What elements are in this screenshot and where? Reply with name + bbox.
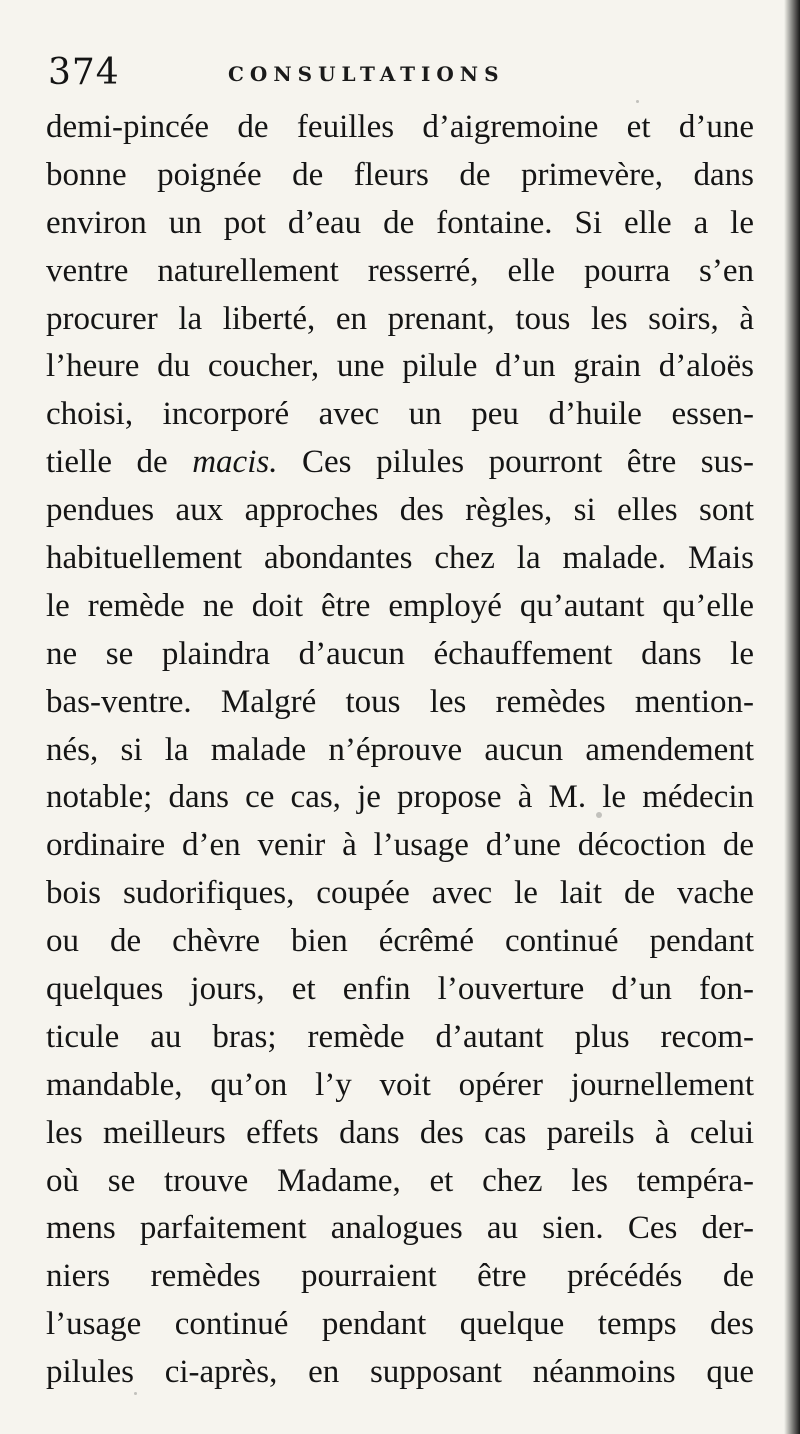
text-line: quelques jours, et enfin l’ouverture d’un fon-	[46, 971, 754, 1008]
text-line: environ un pot d’eau de fontaine. Si elle a le	[46, 204, 754, 241]
paper-speck	[134, 1392, 137, 1395]
text-line: ventre naturellement resserré, elle pourra s’en	[46, 252, 754, 289]
text-line: où se trouve Madame, et chez les tempéra-	[46, 1162, 754, 1199]
body-text	[46, 104, 754, 1397]
text-line: ne se plaindra d’aucun échauffement dans le	[46, 635, 754, 672]
paper-speck	[636, 100, 639, 103]
text-line: l’heure du coucher, une pilule d’un grain d’aloës	[46, 348, 754, 385]
running-title: CONSULTATIONS	[228, 62, 505, 86]
text-line: pilules ci-après, en supposant néanmoins que	[46, 1354, 754, 1391]
text-line: bas-ventre. Malgré tous les remèdes mention-	[46, 683, 754, 720]
text-line: pendues aux approches des règles, si elles sont	[46, 492, 754, 529]
page-header	[48, 52, 748, 102]
page-number: 374	[48, 52, 120, 93]
text-line: les meilleurs effets dans des cas pareils à celui	[46, 1114, 754, 1151]
text-line: ou de chèvre bien écrêmé continué pendant	[46, 923, 754, 960]
italic-term: macis.	[192, 444, 278, 481]
text-line: mandable, qu’on l’y voit opérer journellement	[46, 1066, 754, 1103]
text-line	[46, 439, 754, 487]
text-line: notable; dans ce cas, je propose à M. le médecin	[46, 779, 754, 816]
text-line: nés, si la malade n’éprouve aucun amendement	[46, 731, 754, 768]
text-segment: tielle de	[46, 444, 193, 481]
text-line: niers remèdes pourraient être précédés de	[46, 1258, 754, 1295]
text-line: demi-pincée de feuilles d’aigremoine et d’une	[46, 109, 754, 145]
text-line: habituellement abondantes chez la malade. Mais	[46, 540, 754, 577]
text-line: ordinaire d’en venir à l’usage d’une décoction de	[46, 827, 754, 864]
page-edge-shadow	[784, 0, 800, 1434]
text-line: bois sudorifiques, coupée avec le lait de vache	[46, 875, 754, 912]
paper-speck	[596, 812, 602, 818]
text-line: le remède ne doit être employé qu’autant qu’elle	[46, 587, 754, 624]
text-line: l’usage continué pendant quelque temps des	[46, 1306, 754, 1343]
text-line: procurer la liberté, en prenant, tous les soirs, à	[46, 300, 754, 337]
text-segment: Ces pilules pourront être sus-	[277, 444, 754, 481]
text-line: bonne poignée de fleurs de primevère, dans	[46, 156, 754, 193]
text-line: choisi, incorporé avec un peu d’huile essen-	[46, 396, 754, 433]
text-line: ticule au bras; remède d’autant plus recom-	[46, 1018, 754, 1055]
text-line: mens parfaitement analogues au sien. Ces der-	[46, 1210, 754, 1247]
